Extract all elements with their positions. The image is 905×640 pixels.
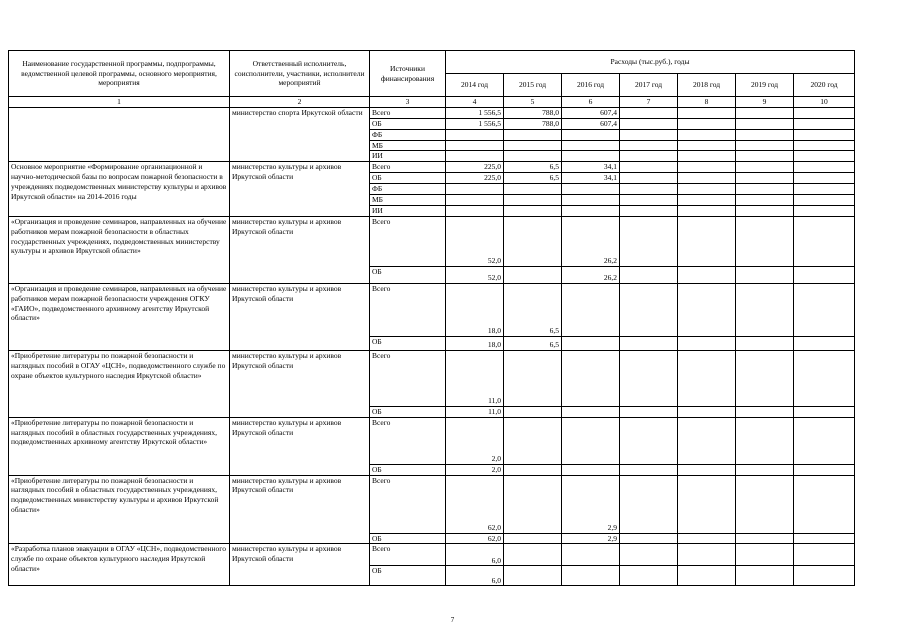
amount-cell bbox=[736, 129, 794, 140]
amount-cell bbox=[504, 350, 562, 406]
amount-cell bbox=[794, 464, 855, 475]
amount-cell bbox=[504, 406, 562, 417]
amount-cell bbox=[620, 129, 678, 140]
table-row bbox=[9, 475, 855, 533]
amount-cell bbox=[794, 266, 855, 283]
amount-cell bbox=[678, 350, 736, 406]
header-responsible: Ответственный исполнитель, соисполнители, участники, исполнители мероприятий bbox=[230, 51, 370, 97]
responsible-cell: министерство культуры и архивов Иркутской области bbox=[230, 350, 370, 417]
amount-cell: 18,0 bbox=[446, 283, 504, 336]
funding-source-cell: ИИ bbox=[370, 151, 446, 162]
amount-cell bbox=[794, 336, 855, 350]
funding-source-cell: Всего bbox=[370, 417, 446, 464]
amount-cell bbox=[620, 162, 678, 173]
funding-source-cell: Всего bbox=[370, 544, 446, 566]
amount-cell bbox=[736, 151, 794, 162]
header-expenditure: Расходы (тыс.руб.), годы bbox=[446, 51, 855, 74]
program-name-cell: «Разработка планов эвакуации в ОГАУ «ЦСН», подведомственного службе по охране объектов культурного наследия Иркутской области» bbox=[9, 544, 230, 586]
column-index: 2 bbox=[230, 97, 370, 108]
column-index: 9 bbox=[736, 97, 794, 108]
amount-cell bbox=[678, 151, 736, 162]
amount-cell bbox=[562, 544, 620, 566]
amount-cell bbox=[620, 205, 678, 216]
amount-cell bbox=[678, 406, 736, 417]
amount-cell bbox=[678, 162, 736, 173]
amount-cell bbox=[794, 118, 855, 129]
amount-cell bbox=[562, 350, 620, 406]
amount-cell: 62,0 bbox=[446, 533, 504, 544]
amount-cell bbox=[794, 195, 855, 206]
amount-cell bbox=[794, 216, 855, 266]
amount-cell: 6,5 bbox=[504, 283, 562, 336]
table-row bbox=[9, 216, 855, 266]
amount-cell bbox=[504, 184, 562, 195]
amount-cell: 18,0 bbox=[446, 336, 504, 350]
funding-source-cell: Всего bbox=[370, 350, 446, 406]
funding-source-cell: ОБ bbox=[370, 566, 446, 586]
funding-source-cell: Всего bbox=[370, 283, 446, 336]
table-row bbox=[9, 350, 855, 406]
amount-cell bbox=[504, 533, 562, 544]
amount-cell bbox=[562, 195, 620, 206]
amount-cell: 52,0 bbox=[446, 266, 504, 283]
program-name-cell: «Организация и проведение семинаров, направленных на обучение работников мерам пожарной безопасности в областных государственных учреждениях, подведомственных министерству культуры и архивов Иркутской области» bbox=[9, 216, 230, 283]
amount-cell bbox=[678, 475, 736, 533]
funding-source-cell: ОБ bbox=[370, 533, 446, 544]
amount-cell: 1 556,5 bbox=[446, 107, 504, 118]
amount-cell: 6,5 bbox=[504, 162, 562, 173]
amount-cell bbox=[504, 129, 562, 140]
amount-cell bbox=[736, 184, 794, 195]
header-year: 2020 год bbox=[794, 74, 855, 97]
amount-cell bbox=[562, 140, 620, 151]
funding-source-cell: ОБ bbox=[370, 336, 446, 350]
amount-cell bbox=[620, 283, 678, 336]
amount-cell bbox=[504, 205, 562, 216]
header-program-name: Наименование государственной программы, подпрограммы, ведомственной целевой программы, основного мероприятия, мероприятия bbox=[9, 51, 230, 97]
column-index: 3 bbox=[370, 97, 446, 108]
amount-cell bbox=[620, 406, 678, 417]
amount-cell bbox=[794, 283, 855, 336]
amount-cell: 788,0 bbox=[504, 118, 562, 129]
amount-cell bbox=[794, 350, 855, 406]
amount-cell bbox=[736, 266, 794, 283]
amount-cell bbox=[736, 475, 794, 533]
amount-cell bbox=[620, 266, 678, 283]
funding-source-cell: ИИ bbox=[370, 205, 446, 216]
amount-cell bbox=[736, 350, 794, 406]
header-year: 2018 год bbox=[678, 74, 736, 97]
header-year: 2014 год bbox=[446, 74, 504, 97]
amount-cell: 607,4 bbox=[562, 107, 620, 118]
amount-cell bbox=[446, 205, 504, 216]
amount-cell bbox=[678, 266, 736, 283]
amount-cell bbox=[678, 336, 736, 350]
responsible-cell: министерство культуры и архивов Иркутской области bbox=[230, 417, 370, 475]
amount-cell bbox=[678, 129, 736, 140]
amount-cell bbox=[620, 544, 678, 566]
funding-source-cell: Всего bbox=[370, 107, 446, 118]
amount-cell bbox=[562, 151, 620, 162]
header-funding-source: Источники финансирования bbox=[370, 51, 446, 97]
amount-cell bbox=[620, 566, 678, 586]
amount-cell bbox=[562, 464, 620, 475]
amount-cell: 34,1 bbox=[562, 162, 620, 173]
amount-cell bbox=[504, 566, 562, 586]
amount-cell: 11,0 bbox=[446, 406, 504, 417]
program-name-cell: Основное мероприятие «Формирование организационной и научно-методической базы по вопросам пожарной безопасности в учреждениях подведомственных министерству культуры и архивов Иркутской области» на 2014-2016 годы bbox=[9, 162, 230, 216]
table-body bbox=[9, 107, 855, 586]
amount-cell bbox=[794, 107, 855, 118]
amount-cell bbox=[620, 107, 678, 118]
amount-cell bbox=[794, 173, 855, 184]
amount-cell bbox=[562, 205, 620, 216]
amount-cell bbox=[794, 533, 855, 544]
amount-cell bbox=[562, 283, 620, 336]
funding-source-cell: ФБ bbox=[370, 129, 446, 140]
amount-cell bbox=[620, 151, 678, 162]
funding-source-cell: ОБ bbox=[370, 118, 446, 129]
funding-source-cell: Всего bbox=[370, 475, 446, 533]
amount-cell: 2,9 bbox=[562, 533, 620, 544]
amount-cell bbox=[620, 475, 678, 533]
amount-cell bbox=[736, 173, 794, 184]
amount-cell: 6,5 bbox=[504, 336, 562, 350]
responsible-cell: министерство культуры и архивов Иркутской области bbox=[230, 283, 370, 350]
amount-cell bbox=[794, 406, 855, 417]
amount-cell bbox=[678, 140, 736, 151]
responsible-cell: министерство культуры и архивов Иркутской области bbox=[230, 544, 370, 586]
amount-cell: 225,0 bbox=[446, 162, 504, 173]
column-index: 7 bbox=[620, 97, 678, 108]
amount-cell bbox=[678, 417, 736, 464]
header-year: 2016 год bbox=[562, 74, 620, 97]
amount-cell bbox=[678, 195, 736, 206]
amount-cell bbox=[736, 216, 794, 266]
amount-cell bbox=[794, 162, 855, 173]
amount-cell bbox=[678, 173, 736, 184]
column-index: 6 bbox=[562, 97, 620, 108]
amount-cell bbox=[620, 216, 678, 266]
amount-cell bbox=[620, 417, 678, 464]
amount-cell bbox=[736, 283, 794, 336]
amount-cell: 2,0 bbox=[446, 417, 504, 464]
program-name-cell: «Организация и проведение семинаров, направленных на обучение работников мерам пожарной безопасности учреждения ОГКУ «ГАИО», подведомственного архивному агентству Иркутской области» bbox=[9, 283, 230, 350]
amount-cell bbox=[794, 417, 855, 464]
program-name-cell: «Приобретение литературы по пожарной безопасности и наглядных пособий в ОГАУ «ЦСН», подведомственного службе по охране объектов культурного наследия Иркутской области» bbox=[9, 350, 230, 417]
amount-cell bbox=[504, 417, 562, 464]
amount-cell bbox=[562, 566, 620, 586]
amount-cell bbox=[562, 417, 620, 464]
amount-cell bbox=[620, 533, 678, 544]
amount-cell bbox=[736, 205, 794, 216]
table-row bbox=[9, 544, 855, 566]
amount-cell bbox=[736, 566, 794, 586]
amount-cell bbox=[504, 140, 562, 151]
amount-cell bbox=[736, 406, 794, 417]
amount-cell bbox=[678, 205, 736, 216]
amount-cell bbox=[794, 151, 855, 162]
program-name-cell: «Приобретение литературы по пожарной безопасности и наглядных пособий в областных государственных учреждениях, подведомственных министерству культуры и архивов Иркутской области» bbox=[9, 475, 230, 544]
header-year: 2015 год bbox=[504, 74, 562, 97]
amount-cell bbox=[562, 129, 620, 140]
amount-cell bbox=[504, 544, 562, 566]
amount-cell: 1 556,5 bbox=[446, 118, 504, 129]
program-name-cell: «Приобретение литературы по пожарной безопасности и наглядных пособий в областных государственных учреждениях, подведомственных архивному агентству Иркутской области» bbox=[9, 417, 230, 475]
funding-source-cell: Всего bbox=[370, 162, 446, 173]
amount-cell bbox=[794, 475, 855, 533]
table-row bbox=[9, 283, 855, 336]
column-index: 8 bbox=[678, 97, 736, 108]
amount-cell: 62,0 bbox=[446, 475, 504, 533]
amount-cell bbox=[504, 151, 562, 162]
amount-cell bbox=[620, 184, 678, 195]
amount-cell bbox=[620, 173, 678, 184]
amount-cell bbox=[794, 140, 855, 151]
amount-cell bbox=[446, 129, 504, 140]
amount-cell bbox=[620, 336, 678, 350]
amount-cell: 6,0 bbox=[446, 544, 504, 566]
amount-cell bbox=[678, 216, 736, 266]
amount-cell: 34,1 bbox=[562, 173, 620, 184]
amount-cell bbox=[678, 184, 736, 195]
amount-cell: 11,0 bbox=[446, 350, 504, 406]
responsible-cell: министерство спорта Иркутской области bbox=[230, 107, 370, 161]
amount-cell: 2,0 bbox=[446, 464, 504, 475]
expenditure-table bbox=[8, 50, 855, 586]
funding-source-cell: ОБ bbox=[370, 464, 446, 475]
amount-cell bbox=[736, 195, 794, 206]
amount-cell bbox=[504, 195, 562, 206]
amount-cell bbox=[736, 417, 794, 464]
amount-cell bbox=[678, 464, 736, 475]
amount-cell bbox=[620, 118, 678, 129]
amount-cell: 788,0 bbox=[504, 107, 562, 118]
amount-cell bbox=[794, 544, 855, 566]
amount-cell bbox=[736, 118, 794, 129]
amount-cell bbox=[446, 184, 504, 195]
table-row bbox=[9, 417, 855, 464]
amount-cell bbox=[504, 266, 562, 283]
amount-cell: 26,2 bbox=[562, 266, 620, 283]
responsible-cell: министерство культуры и архивов Иркутской области bbox=[230, 475, 370, 544]
amount-cell bbox=[794, 184, 855, 195]
amount-cell bbox=[678, 533, 736, 544]
amount-cell: 2,9 bbox=[562, 475, 620, 533]
amount-cell bbox=[678, 283, 736, 336]
amount-cell bbox=[446, 151, 504, 162]
amount-cell bbox=[736, 464, 794, 475]
amount-cell bbox=[504, 464, 562, 475]
amount-cell bbox=[620, 195, 678, 206]
header-year: 2019 год bbox=[736, 74, 794, 97]
table-row bbox=[9, 107, 855, 118]
column-index: 1 bbox=[9, 97, 230, 108]
amount-cell bbox=[736, 107, 794, 118]
amount-cell bbox=[562, 336, 620, 350]
funding-source-cell: ОБ bbox=[370, 266, 446, 283]
amount-cell: 52,0 bbox=[446, 216, 504, 266]
column-index: 10 bbox=[794, 97, 855, 108]
funding-source-cell: МБ bbox=[370, 140, 446, 151]
amount-cell bbox=[736, 336, 794, 350]
amount-cell bbox=[504, 475, 562, 533]
amount-cell bbox=[446, 195, 504, 206]
amount-cell bbox=[794, 205, 855, 216]
funding-source-cell: ФБ bbox=[370, 184, 446, 195]
amount-cell bbox=[620, 140, 678, 151]
amount-cell bbox=[678, 544, 736, 566]
amount-cell bbox=[678, 566, 736, 586]
amount-cell: 6,5 bbox=[504, 173, 562, 184]
amount-cell bbox=[736, 544, 794, 566]
responsible-cell: министерство культуры и архивов Иркутской области bbox=[230, 162, 370, 216]
amount-cell bbox=[562, 184, 620, 195]
funding-source-cell: Всего bbox=[370, 216, 446, 266]
responsible-cell: министерство культуры и архивов Иркутской области bbox=[230, 216, 370, 283]
amount-cell bbox=[504, 216, 562, 266]
amount-cell bbox=[736, 140, 794, 151]
amount-cell bbox=[736, 533, 794, 544]
amount-cell: 26,2 bbox=[562, 216, 620, 266]
column-index: 5 bbox=[504, 97, 562, 108]
amount-cell bbox=[678, 107, 736, 118]
amount-cell bbox=[736, 162, 794, 173]
column-index: 4 bbox=[446, 97, 504, 108]
amount-cell bbox=[794, 566, 855, 586]
table-row bbox=[9, 162, 855, 173]
program-name-cell bbox=[9, 107, 230, 161]
header-year: 2017 год bbox=[620, 74, 678, 97]
funding-source-cell: МБ bbox=[370, 195, 446, 206]
page-number: 7 bbox=[450, 616, 455, 624]
amount-cell: 225,0 bbox=[446, 173, 504, 184]
amount-cell bbox=[620, 464, 678, 475]
amount-cell bbox=[794, 129, 855, 140]
amount-cell: 6,0 bbox=[446, 566, 504, 586]
funding-source-cell: ОБ bbox=[370, 173, 446, 184]
amount-cell: 607,4 bbox=[562, 118, 620, 129]
amount-cell bbox=[620, 350, 678, 406]
amount-cell bbox=[446, 140, 504, 151]
funding-source-cell: ОБ bbox=[370, 406, 446, 417]
amount-cell bbox=[562, 406, 620, 417]
amount-cell bbox=[678, 118, 736, 129]
